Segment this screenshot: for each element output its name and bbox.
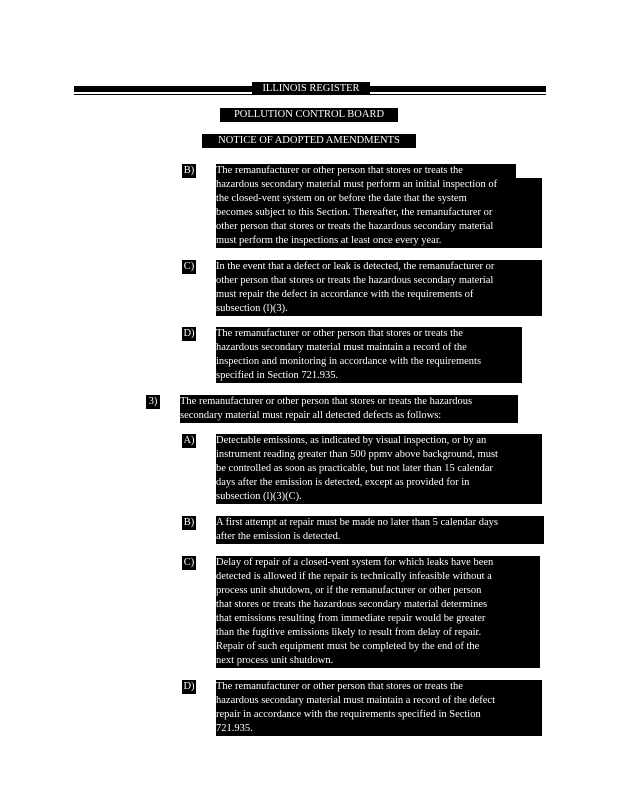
board-title: POLLUTION CONTROL BOARD xyxy=(220,108,398,122)
text-line: inspection and monitoring in accordance with the requirements xyxy=(216,355,522,369)
register-title: ILLINOIS REGISTER xyxy=(252,82,370,95)
text-line: must repair the defect in accordance with the requirements of xyxy=(216,288,542,302)
text-line: be controlled as soon as practicable, but not later than 15 calendar xyxy=(216,462,542,476)
text-line: than the fugitive emissions likely to result from delay of repair. xyxy=(216,626,540,640)
item-label: D) xyxy=(183,681,195,692)
text-line: instrument reading greater than 500 ppmv above background, must xyxy=(216,448,542,462)
notice-title: NOTICE OF ADOPTED AMENDMENTS xyxy=(202,134,416,148)
text-line: Repair of such equipment must be completed by the end of the xyxy=(216,640,540,654)
text-line: becomes subject to this Section. Thereafter, the remanufacturer or xyxy=(216,206,542,220)
text-line: hazardous secondary material must perform an initial inspection of xyxy=(216,178,542,192)
text-line: secondary material must repair all detected defects as follows: xyxy=(180,409,518,423)
item-label: B) xyxy=(183,165,195,176)
text-line: subsection (l)(3). xyxy=(216,302,542,316)
text-line: after the emission is detected. xyxy=(216,530,544,544)
text-line: hazardous secondary material must maintain a record of the defect xyxy=(216,694,542,708)
item-label: C) xyxy=(183,261,195,272)
text-line: other person that stores or treats the hazardous secondary material xyxy=(216,220,542,234)
text-line: Delay of repair of a closed-vent system for which leaks have been xyxy=(216,556,540,570)
text-line: The remanufacturer or other person that stores or treats the xyxy=(216,680,542,694)
text-line: The remanufacturer or other person that stores or treats the xyxy=(216,327,522,341)
text-line: 721.935. xyxy=(216,722,542,736)
text-line: process unit shutdown, or if the remanufacturer or other person xyxy=(216,584,540,598)
text-line: The remanufacturer or other person that stores or treats the hazardous xyxy=(180,395,518,409)
text-line: In the event that a defect or leak is detected, the remanufacturer or xyxy=(216,260,542,274)
text-line: that emissions resulting from immediate repair would be greater xyxy=(216,612,540,626)
text-line: that stores or treats the hazardous secondary material determines xyxy=(216,598,540,612)
text-line: Detectable emissions, as indicated by visual inspection, or by an xyxy=(216,434,542,448)
text-line: hazardous secondary material must maintain a record of the xyxy=(216,341,522,355)
text-line: A first attempt at repair must be made no later than 5 calendar days xyxy=(216,516,544,530)
text-line: next process unit shutdown. xyxy=(216,654,540,668)
text-line: days after the emission is detected, except as provided for in xyxy=(216,476,542,490)
text-line: subsection (l)(3)(C). xyxy=(216,490,542,504)
text-line: other person that stores or treats the hazardous secondary material xyxy=(216,274,542,288)
item-label: B) xyxy=(183,517,195,528)
text-line: The remanufacturer or other person that stores or treats the xyxy=(216,164,516,178)
text-line: detected is allowed if the repair is technically infeasible without a xyxy=(216,570,540,584)
item-label: A) xyxy=(183,435,195,446)
item-label: C) xyxy=(183,557,195,568)
text-line: specified in Section 721.935. xyxy=(216,369,522,383)
item-label: 3) xyxy=(146,395,160,409)
text-line: must perform the inspections at least once every year. xyxy=(216,234,542,248)
item-label: D) xyxy=(183,328,195,339)
text-line: repair in accordance with the requirements specified in Section xyxy=(216,708,542,722)
text-line: the closed-vent system on or before the date that the system xyxy=(216,192,542,206)
